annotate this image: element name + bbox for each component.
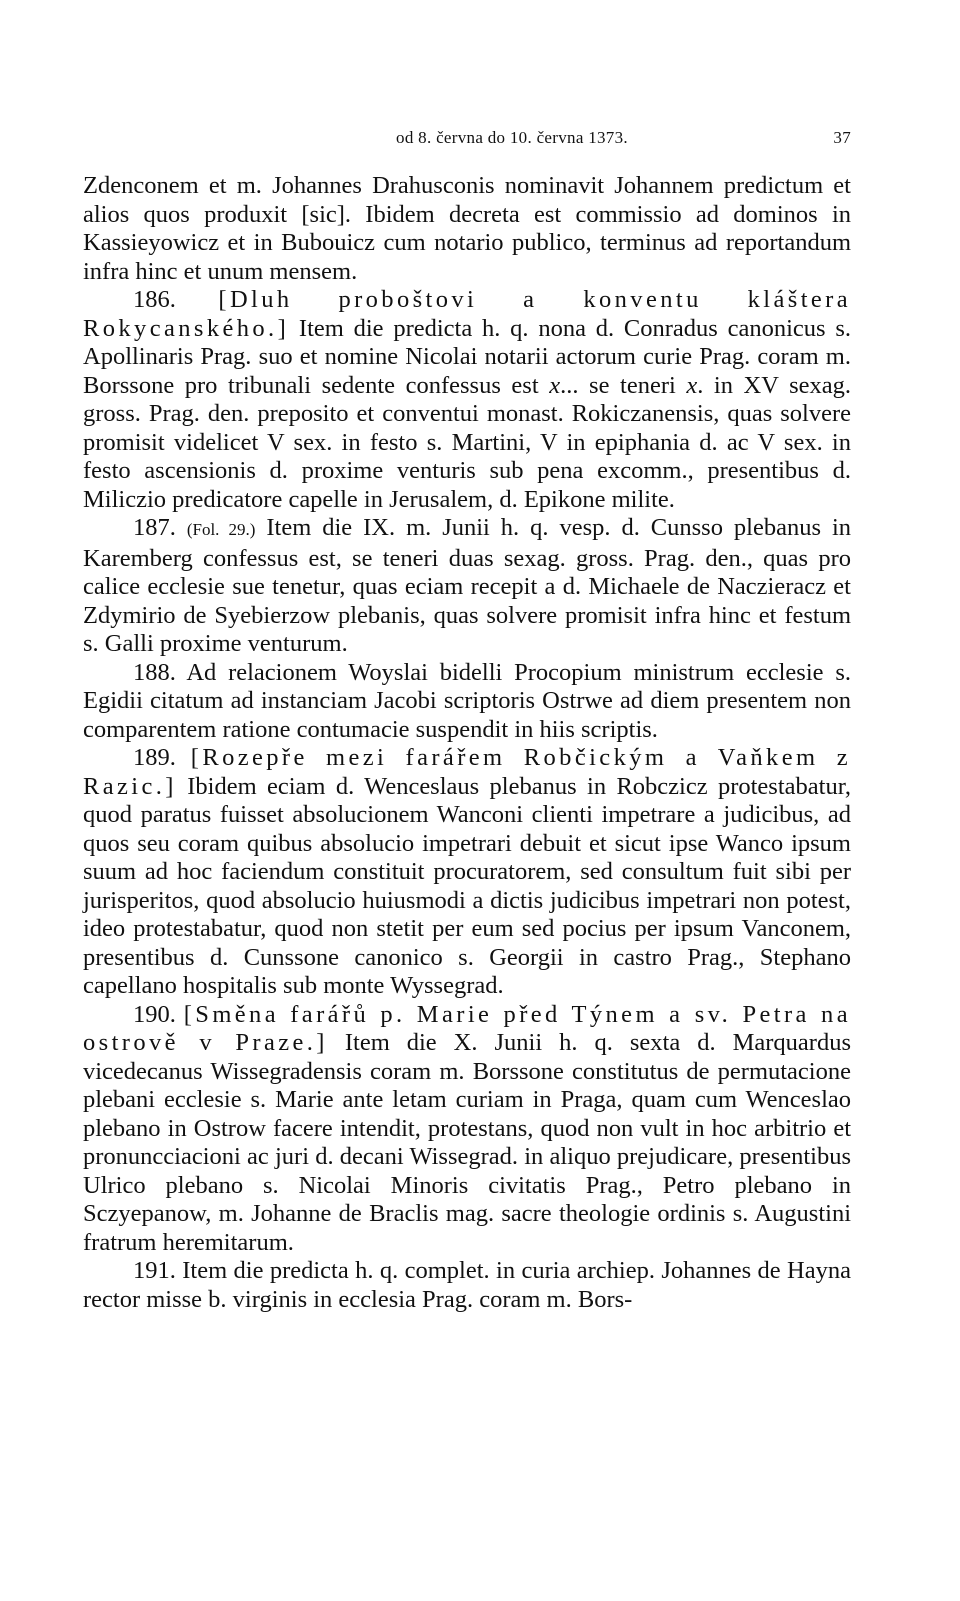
text-run: Item die predicta h. q. nona d. Conradus canonicus s. Apollinaris Prag. suo et nomine Nicolai notarii actorum curie Prag. coram m. Borssone pro tribunali sedente confessus est (83, 314, 851, 399)
text-run: . in XV sexag. gross. Prag. den. preposito et conventui monast. Rokiczanensis, quas solvere promisit videlicet V sex. in festo s. Martini, V in epiphania d. ac V sex. in festo ascensionis d. proxime venturis sub pena excomm., presentibus d. Miliczio predicatore capelle in Jerusalem, d. Epikone milite. (83, 371, 851, 513)
text-run: 188. Ad relacionem Woyslai bidelli Procopium ministrum ecclesie s. Egidii citatum ad instanciam Jacobi scriptoris Ostrwe ad diem presentem non comparentem ratione contumacie suspendit in hiis scriptis. (83, 658, 851, 743)
folio-reference: (Fol. 29.) (186, 520, 256, 539)
text-run: Item die X. Junii h. q. sexta d. Marquardus vicedecanus Wissegradensis coram m. Borssone constitutus de permutacione plebani ecclesie s. Marie ante letam curiam in Praga, quam cum Wenceslao plebano in Ostrow facere intendit, protestans, quod non vult in hoc arbitrio et pronuncciacioni ac juri d. decani Wissegrad. in aliquo prejudicare, presentibus Ulrico plebano s. Nicolai Minoris civitatis Prag., Petro plebano in Sczyepanow, m. Johanne de Braclis mag. sacre theologie ordinis s. Augustini fratrum heremitarum. (83, 1029, 851, 1256)
entry-number: 189. (133, 744, 191, 771)
body-text (83, 172, 851, 1314)
running-head-title: od 8. června do 10. června 1373. (396, 128, 628, 147)
running-head (83, 128, 851, 152)
entry-188 (83, 659, 851, 745)
text-run: ... se teneri (560, 371, 687, 399)
entry-heading: [Dluh proboštovi a konventu kláštera Rokycanského.] (83, 286, 852, 342)
entry-heading: [Rozepře mezi farářem Robčickým a Vaňkem z Razic.] (83, 744, 851, 800)
entry-186 (83, 286, 851, 514)
text-run: Item die IX. m. Junii h. q. vesp. d. Cunsso plebanus in Karemberg confessus est, se teneri duas sexag. gross. Prag. den., quas pro calice ecclesie sue tenetur, quas eciam recepit a d. Michaele de Naczieracz et Zdymirio de Syebierzow plebanis, quas solvere promisit infra hinc et festum s. Galli proxime venturum. (83, 514, 852, 657)
text-run: Zdenconem et m. Johannes Drahusconis nominavit Johannem predictum et alios quos produxit [sic]. Ibidem decreta est commissio ad dominos in Kassieyowicz et in Bubouicz cum notario publico, terminus ad reportandum infra hinc et unum mensem. (83, 172, 851, 285)
paragraph-continuation (83, 172, 851, 286)
entry-heading: [Směna farářů p. Marie před Týnem a sv. Petra na ostrově v Praze.] (83, 1000, 851, 1056)
entry-number: 186. (133, 286, 219, 313)
text-run: Ibidem eciam d. Wenceslaus plebanus in Robczicz protestabatur, quod paratus fuisset absolucionem Wanconi clienti impetrare a judicibus, ad quos seu coram quibus absolucio impetrari debuit et sicut ipse Wanco ipsum suum ad hoc faciendum constituit procuratorem, sed consultum fuit sibi per jurisperitos, quod absolucio huiusmodi a dictis judicibus impetrari non potest, ideo protestabatur, quod non stetit per eum sed pocius per ipsum Vanconem, presentibus d. Cunssone canonico s. Georgii in castro Prag., Stephano capellano hospitalis sub monte Wyssegrad. (83, 772, 851, 999)
placeholder-symbol: x (549, 371, 561, 399)
entry-number: 187. (133, 514, 187, 541)
entry-191 (83, 1257, 851, 1314)
entry-190 (83, 1001, 851, 1258)
page-number: 37 (833, 128, 851, 147)
placeholder-symbol: x (686, 371, 698, 399)
document-page (83, 128, 851, 1314)
entry-number: 190. (133, 1000, 184, 1028)
entry-187 (83, 514, 851, 659)
entry-189 (83, 744, 851, 1001)
text-run: 191. Item die predicta h. q. complet. in curia archiep. Johannes de Hayna rector misse b. virginis in ecclesia Prag. coram m. Bors- (83, 1257, 851, 1313)
